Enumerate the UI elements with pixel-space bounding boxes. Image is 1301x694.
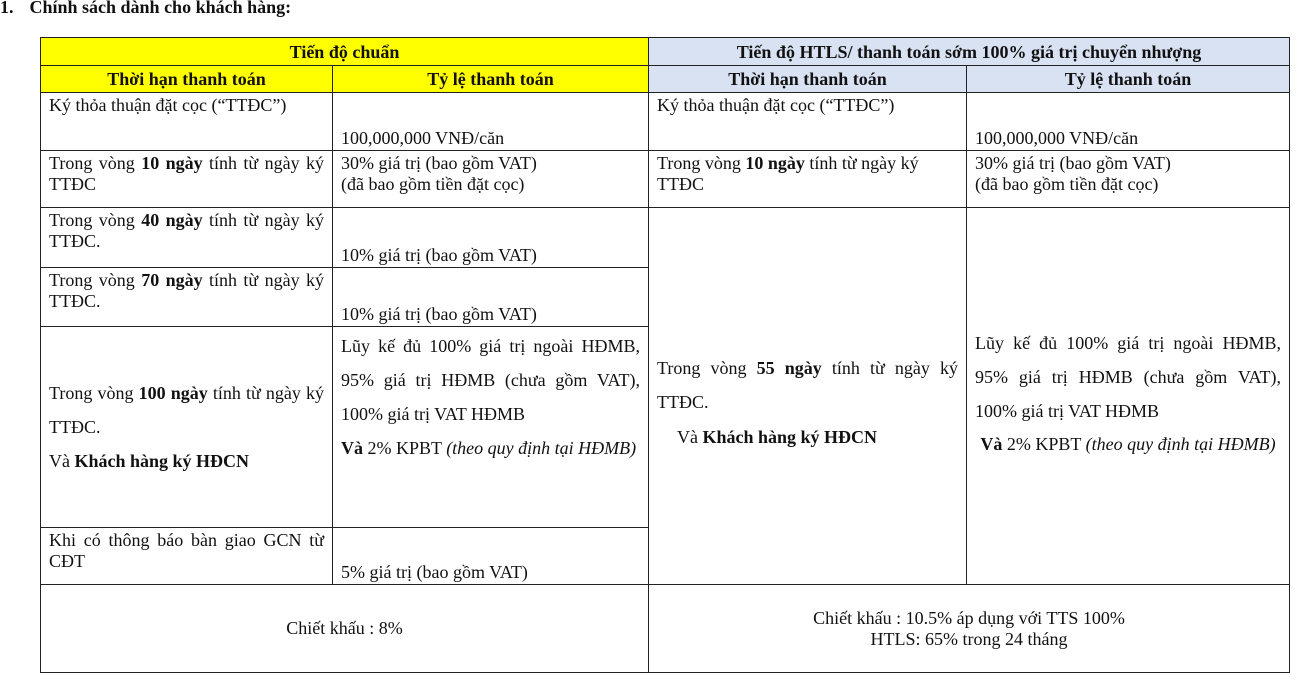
standard-r5-rate: Lũy kế đủ 100% giá trị ngoài HĐMB, 95% giá trị HĐMB (chưa gồm VAT), 100% giá trị VAT HĐMB Và 2% KPBT (theo quy định tại HĐMB) <box>333 327 649 528</box>
policy-table <box>40 37 1290 673</box>
early-r2-term: Trong vòng 10 ngày tính từ ngày ký TTĐC <box>649 151 967 208</box>
standard-r3-term: Trong vòng 40 ngày tính từ ngày ký TTĐC. <box>41 208 333 268</box>
standard-r6-term: Khi có thông báo bàn giao GCN từ CĐT <box>41 528 333 585</box>
subheader-standard-rate: Tỷ lệ thanh toán <box>333 66 649 93</box>
early-r1-term: Ký thỏa thuận đặt cọc (“TTĐC”) <box>649 93 967 151</box>
early-r2-rate: 30% giá trị (bao gồm VAT) (đã bao gồm tiền đặt cọc) <box>967 151 1290 208</box>
standard-r6-rate: 5% giá trị (bao gồm VAT) <box>333 528 649 585</box>
standard-r2-term: Trong vòng 10 ngày tính từ ngày ký TTĐC <box>41 151 333 208</box>
early-r1-rate: 100,000,000 VNĐ/căn <box>967 93 1290 151</box>
section-number: 1. <box>0 0 14 17</box>
section-heading <box>0 0 291 18</box>
table-row <box>41 151 1290 208</box>
discount-row <box>41 585 1290 673</box>
early-r3-rate: Lũy kế đủ 100% giá trị ngoài HĐMB, 95% giá trị HĐMB (chưa gồm VAT), 100% giá trị VAT HĐMB Và 2% KPBT (theo quy định tại HĐMB) <box>967 208 1290 585</box>
early-r3-term: Trong vòng 55 ngày tính từ ngày ký TTĐC. Và Khách hàng ký HĐCN <box>649 208 967 585</box>
section-title: Chính sách dành cho khách hàng: <box>29 0 292 17</box>
header-standard: Tiến độ chuẩn <box>41 38 649 66</box>
standard-r1-rate: 100,000,000 VNĐ/căn <box>333 93 649 151</box>
subheader-early-term: Thời hạn thanh toán <box>649 66 967 93</box>
table-row <box>41 208 1290 268</box>
standard-r5-term: Trong vòng 100 ngày tính từ ngày ký TTĐC. Và Khách hàng ký HĐCN <box>41 327 333 528</box>
standard-r3-rate: 10% giá trị (bao gồm VAT) <box>333 208 649 268</box>
header-early: Tiến độ HTLS/ thanh toán sớm 100% giá trị chuyển nhượng <box>649 38 1290 66</box>
early-discount: Chiết khấu : 10.5% áp dụng với TTS 100% HTLS: 65% trong 24 tháng <box>649 585 1290 673</box>
standard-r4-term: Trong vòng 70 ngày tính từ ngày ký TTĐC. <box>41 268 333 327</box>
standard-r4-rate: 10% giá trị (bao gồm VAT) <box>333 268 649 327</box>
standard-discount: Chiết khấu : 8% <box>41 585 649 673</box>
table-row <box>41 93 1290 151</box>
table-subheader-row <box>41 66 1290 93</box>
subheader-early-rate: Tỷ lệ thanh toán <box>967 66 1290 93</box>
table-header-row <box>41 38 1290 66</box>
subheader-standard-term: Thời hạn thanh toán <box>41 66 333 93</box>
standard-r2-rate: 30% giá trị (bao gồm VAT) (đã bao gồm tiền đặt cọc) <box>333 151 649 208</box>
standard-r1-term: Ký thỏa thuận đặt cọc (“TTĐC”) <box>41 93 333 151</box>
